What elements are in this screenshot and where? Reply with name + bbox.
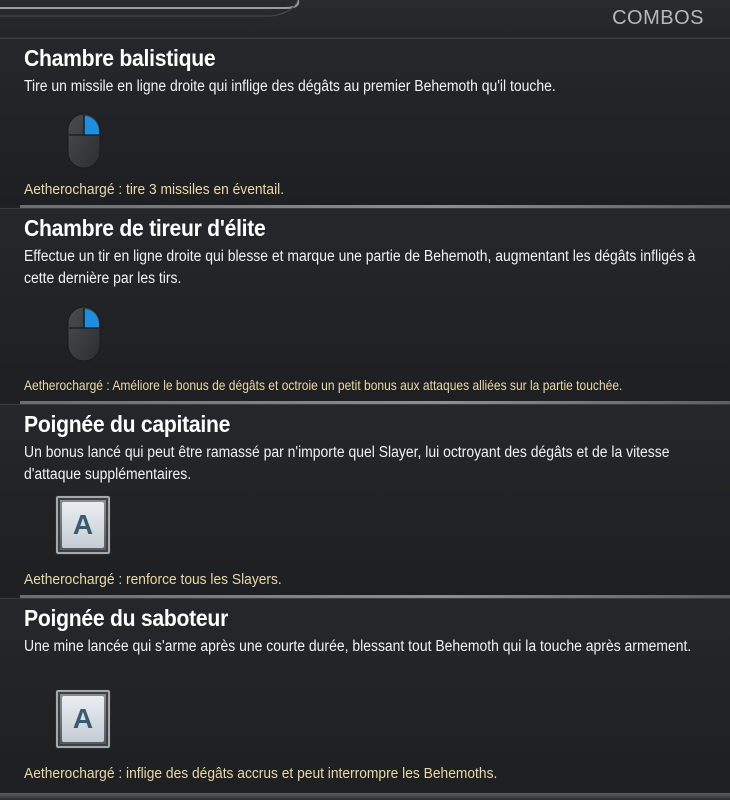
ability-title: Chambre balistique xyxy=(24,45,216,71)
ability-title: Chambre de tireur d'élite xyxy=(24,215,266,241)
ability-card-2 xyxy=(0,208,730,402)
ability-title: Poignée du saboteur xyxy=(24,605,229,631)
aetherocharged-text: Aetherochargé : Améliore le bonus de dégâts et octroie un petit bonus aux attaques alliées sur la partie touchée. xyxy=(24,377,623,393)
aetherocharged-text: Aetherochargé : renforce tous les Slayers. xyxy=(24,571,282,588)
ability-title: Poignée du capitaine xyxy=(24,411,231,437)
bottom-border xyxy=(0,793,730,800)
mouse-icon xyxy=(67,306,101,362)
key-a-label: A xyxy=(62,502,104,548)
aetherocharged-text: Aetherochargé : inflige des dégâts accrus et peut interrompre les Behemoths. xyxy=(24,765,498,782)
ability-card-1 xyxy=(0,38,730,206)
ability-card-3 xyxy=(0,404,730,596)
tab-title-combos[interactable]: COMBOS xyxy=(612,7,704,29)
key-a-label: A xyxy=(62,696,104,742)
ability-description: Effectue un tir en ligne droite qui blesse et marque une partie de Behemoth, augmentant les dégâts infligés à cette dernière par les tirs. xyxy=(24,248,696,287)
mouse-icon xyxy=(67,113,101,169)
ability-card-4 xyxy=(0,598,730,793)
key-a-icon xyxy=(55,689,111,749)
ability-description: Tire un missile en ligne droite qui inflige des dégâts au premier Behemoth qu'il touche. xyxy=(24,78,556,95)
aetherocharged-text: Aetherochargé : tire 3 missiles en éventail. xyxy=(24,181,285,198)
ability-description: Un bonus lancé qui peut être ramassé par n'importe quel Slayer, lui octroyant des dégâts et de la vitesse d'attaque supplémentaires. xyxy=(24,444,670,483)
key-a-icon xyxy=(55,495,111,555)
ability-description: Une mine lancée qui s'arme après une courte durée, blessant tout Behemoth qui la touche après armement. xyxy=(24,638,692,655)
